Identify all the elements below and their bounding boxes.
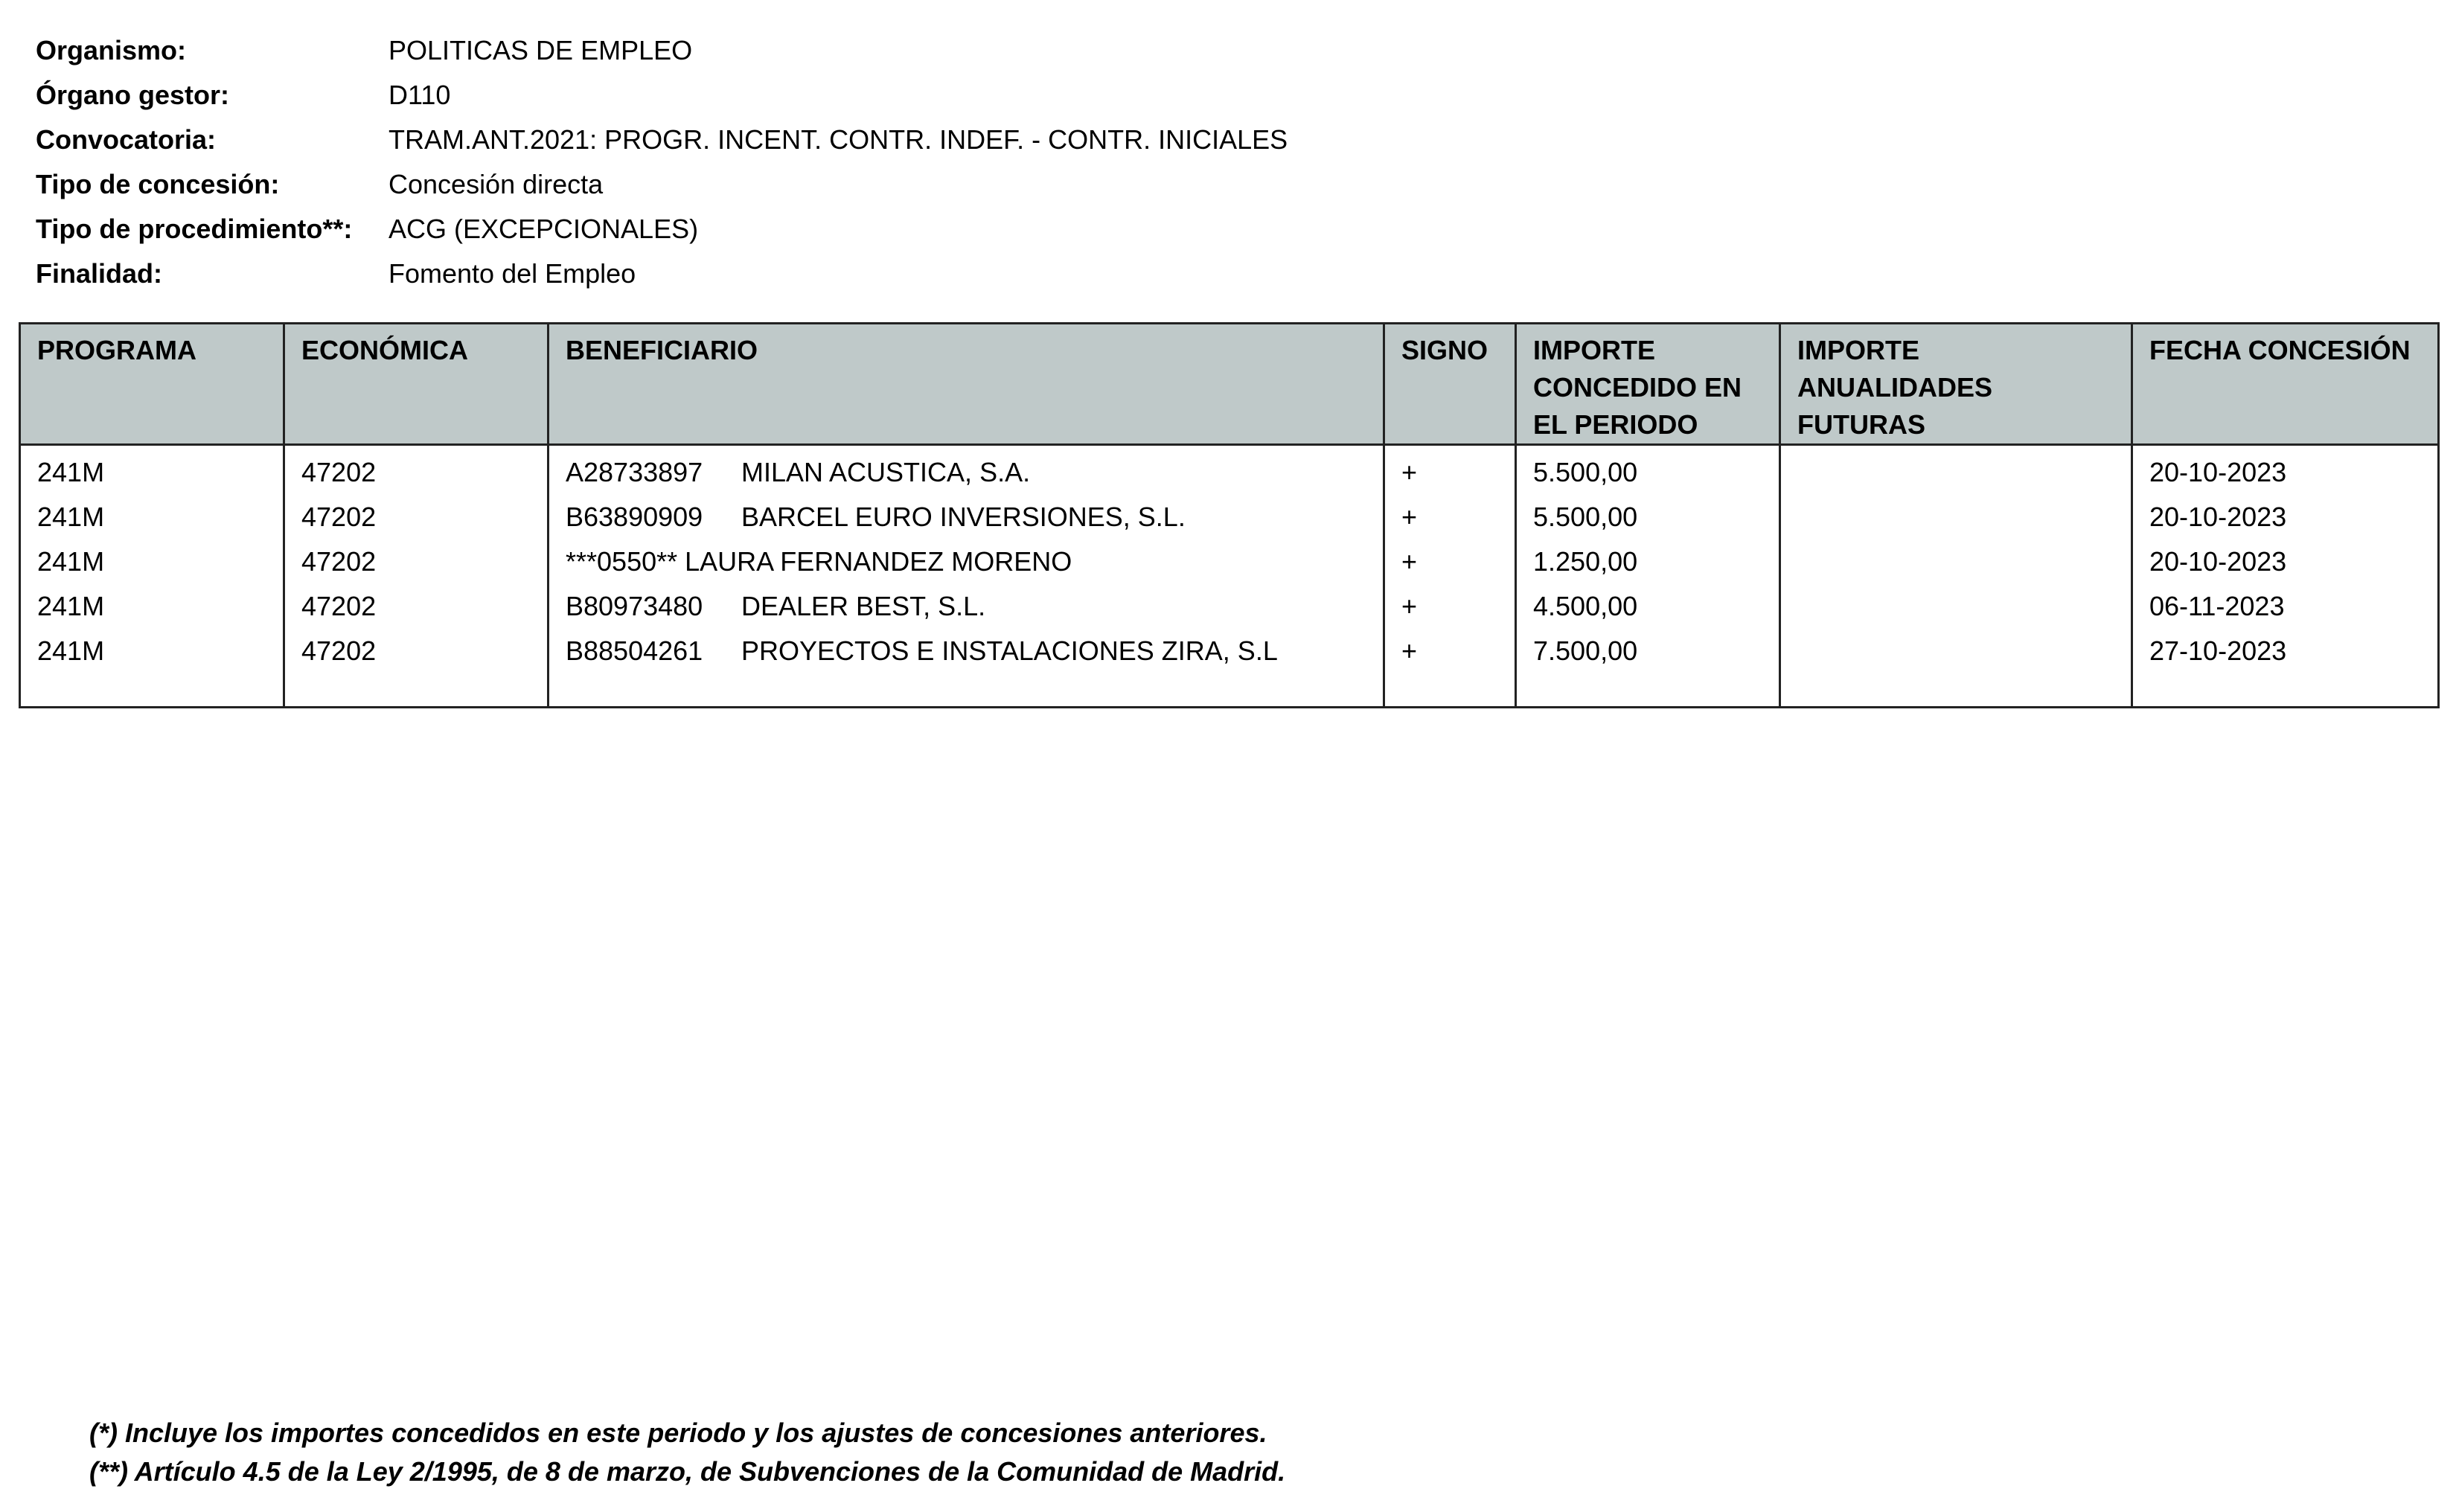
cell-programa: 241M bbox=[20, 495, 284, 539]
beneficiary-nif: B80973480 bbox=[566, 591, 703, 621]
table-row bbox=[20, 539, 2439, 584]
cell-fecha: 27-10-2023 bbox=[2132, 629, 2439, 673]
cell-beneficiario bbox=[549, 539, 1384, 584]
cell-programa: 241M bbox=[20, 539, 284, 584]
meta-row-tipo-procedimiento bbox=[36, 207, 1288, 252]
footnotes bbox=[89, 1414, 1285, 1491]
meta-value: Fomento del Empleo bbox=[388, 258, 636, 289]
column-header-beneficiario: BENEFICIARIO bbox=[549, 324, 1384, 445]
meta-row-convocatoria bbox=[36, 118, 1288, 162]
column-header-economica: ECONÓMICA bbox=[284, 324, 549, 445]
meta-value: Concesión directa bbox=[388, 169, 604, 199]
meta-row-finalidad bbox=[36, 252, 1288, 296]
column-header-programa: PROGRAMA bbox=[20, 324, 284, 445]
beneficiary-name: DEALER BEST, S.L. bbox=[741, 591, 986, 621]
meta-label: Finalidad: bbox=[36, 258, 162, 289]
header-row bbox=[20, 324, 2439, 445]
cell-beneficiario bbox=[549, 629, 1384, 673]
spacer-cell bbox=[1384, 673, 1516, 708]
meta-label: Tipo de procedimiento**: bbox=[36, 214, 353, 244]
meta-value: POLITICAS DE EMPLEO bbox=[388, 35, 693, 65]
cell-fecha: 20-10-2023 bbox=[2132, 539, 2439, 584]
cell-anualidades bbox=[1780, 629, 2132, 673]
cell-programa: 241M bbox=[20, 629, 284, 673]
beneficiary-nif: B63890909 bbox=[566, 502, 703, 532]
cell-signo: + bbox=[1384, 584, 1516, 629]
cell-economica: 47202 bbox=[284, 495, 549, 539]
table-row bbox=[20, 629, 2439, 673]
cell-fecha: 20-10-2023 bbox=[2132, 495, 2439, 539]
spacer-cell bbox=[549, 673, 1384, 708]
meta-row-organo-gestor bbox=[36, 73, 1288, 118]
footnote-importes: (*) Incluye los importes concedidos en este periodo y los ajustes de concesiones anteriores. bbox=[89, 1418, 1267, 1448]
meta-value: ACG (EXCEPCIONALES) bbox=[388, 214, 699, 244]
grants-table bbox=[19, 322, 2440, 708]
table-header bbox=[20, 324, 2439, 445]
cell-economica: 47202 bbox=[284, 584, 549, 629]
beneficiary-name: PROYECTOS E INSTALACIONES ZIRA, S.L bbox=[741, 635, 1278, 666]
table-row bbox=[20, 445, 2439, 496]
column-header-importe-anualidades: IMPORTE ANUALIDADES FUTURAS bbox=[1780, 324, 2132, 445]
cell-programa: 241M bbox=[20, 584, 284, 629]
beneficiary-nif: ***0550** bbox=[566, 546, 678, 577]
cell-importe: 1.250,00 bbox=[1516, 539, 1780, 584]
beneficiary-name: BARCEL EURO INVERSIONES, S.L. bbox=[741, 502, 1186, 532]
cell-signo: + bbox=[1384, 495, 1516, 539]
cell-importe: 7.500,00 bbox=[1516, 629, 1780, 673]
cell-economica: 47202 bbox=[284, 539, 549, 584]
column-header-importe-concedido: IMPORTE CONCEDIDO EN EL PERIODO bbox=[1516, 324, 1780, 445]
cell-beneficiario bbox=[549, 445, 1384, 496]
beneficiary-name: LAURA FERNANDEZ MORENO bbox=[685, 546, 1072, 577]
spacer-cell bbox=[2132, 673, 2439, 708]
table-row bbox=[20, 495, 2439, 539]
meta-label: Organismo: bbox=[36, 35, 187, 65]
spacer-cell bbox=[1780, 673, 2132, 708]
cell-anualidades bbox=[1780, 445, 2132, 496]
cell-programa: 241M bbox=[20, 445, 284, 496]
column-header-fecha-concesion: FECHA CONCESIÓN bbox=[2132, 324, 2439, 445]
cell-anualidades bbox=[1780, 495, 2132, 539]
table-row bbox=[20, 584, 2439, 629]
spacer-cell bbox=[284, 673, 549, 708]
column-header-signo: SIGNO bbox=[1384, 324, 1516, 445]
beneficiary-name: MILAN ACUSTICA, S.A. bbox=[741, 457, 1031, 487]
spacer-cell bbox=[20, 673, 284, 708]
table-body bbox=[20, 445, 2439, 708]
meta-value: D110 bbox=[388, 80, 451, 110]
footnote-ley: (**) Artículo 4.5 de la Ley 2/1995, de 8 de marzo, de Subvenciones de la Comunidad de Madrid. bbox=[89, 1456, 1286, 1487]
cell-importe: 4.500,00 bbox=[1516, 584, 1780, 629]
meta-label: Tipo de concesión: bbox=[36, 169, 280, 199]
cell-beneficiario bbox=[549, 495, 1384, 539]
meta-label: Órgano gestor: bbox=[36, 80, 230, 110]
grant-metadata bbox=[36, 28, 1288, 296]
cell-beneficiario bbox=[549, 584, 1384, 629]
beneficiary-nif: B88504261 bbox=[566, 635, 703, 666]
table-bottom-spacer bbox=[20, 673, 2439, 708]
cell-anualidades bbox=[1780, 539, 2132, 584]
cell-signo: + bbox=[1384, 445, 1516, 496]
cell-signo: + bbox=[1384, 629, 1516, 673]
meta-value: TRAM.ANT.2021: PROGR. INCENT. CONTR. INDEF. - CONTR. INICIALES bbox=[388, 124, 1288, 155]
cell-signo: + bbox=[1384, 539, 1516, 584]
cell-importe: 5.500,00 bbox=[1516, 495, 1780, 539]
cell-economica: 47202 bbox=[284, 445, 549, 496]
spacer-cell bbox=[1516, 673, 1780, 708]
cell-anualidades bbox=[1780, 584, 2132, 629]
beneficiary-nif: A28733897 bbox=[566, 457, 703, 487]
cell-fecha: 06-11-2023 bbox=[2132, 584, 2439, 629]
cell-economica: 47202 bbox=[284, 629, 549, 673]
meta-label: Convocatoria: bbox=[36, 124, 217, 155]
cell-fecha: 20-10-2023 bbox=[2132, 445, 2439, 496]
meta-row-organismo bbox=[36, 28, 1288, 73]
cell-importe: 5.500,00 bbox=[1516, 445, 1780, 496]
meta-row-tipo-concesion bbox=[36, 162, 1288, 207]
